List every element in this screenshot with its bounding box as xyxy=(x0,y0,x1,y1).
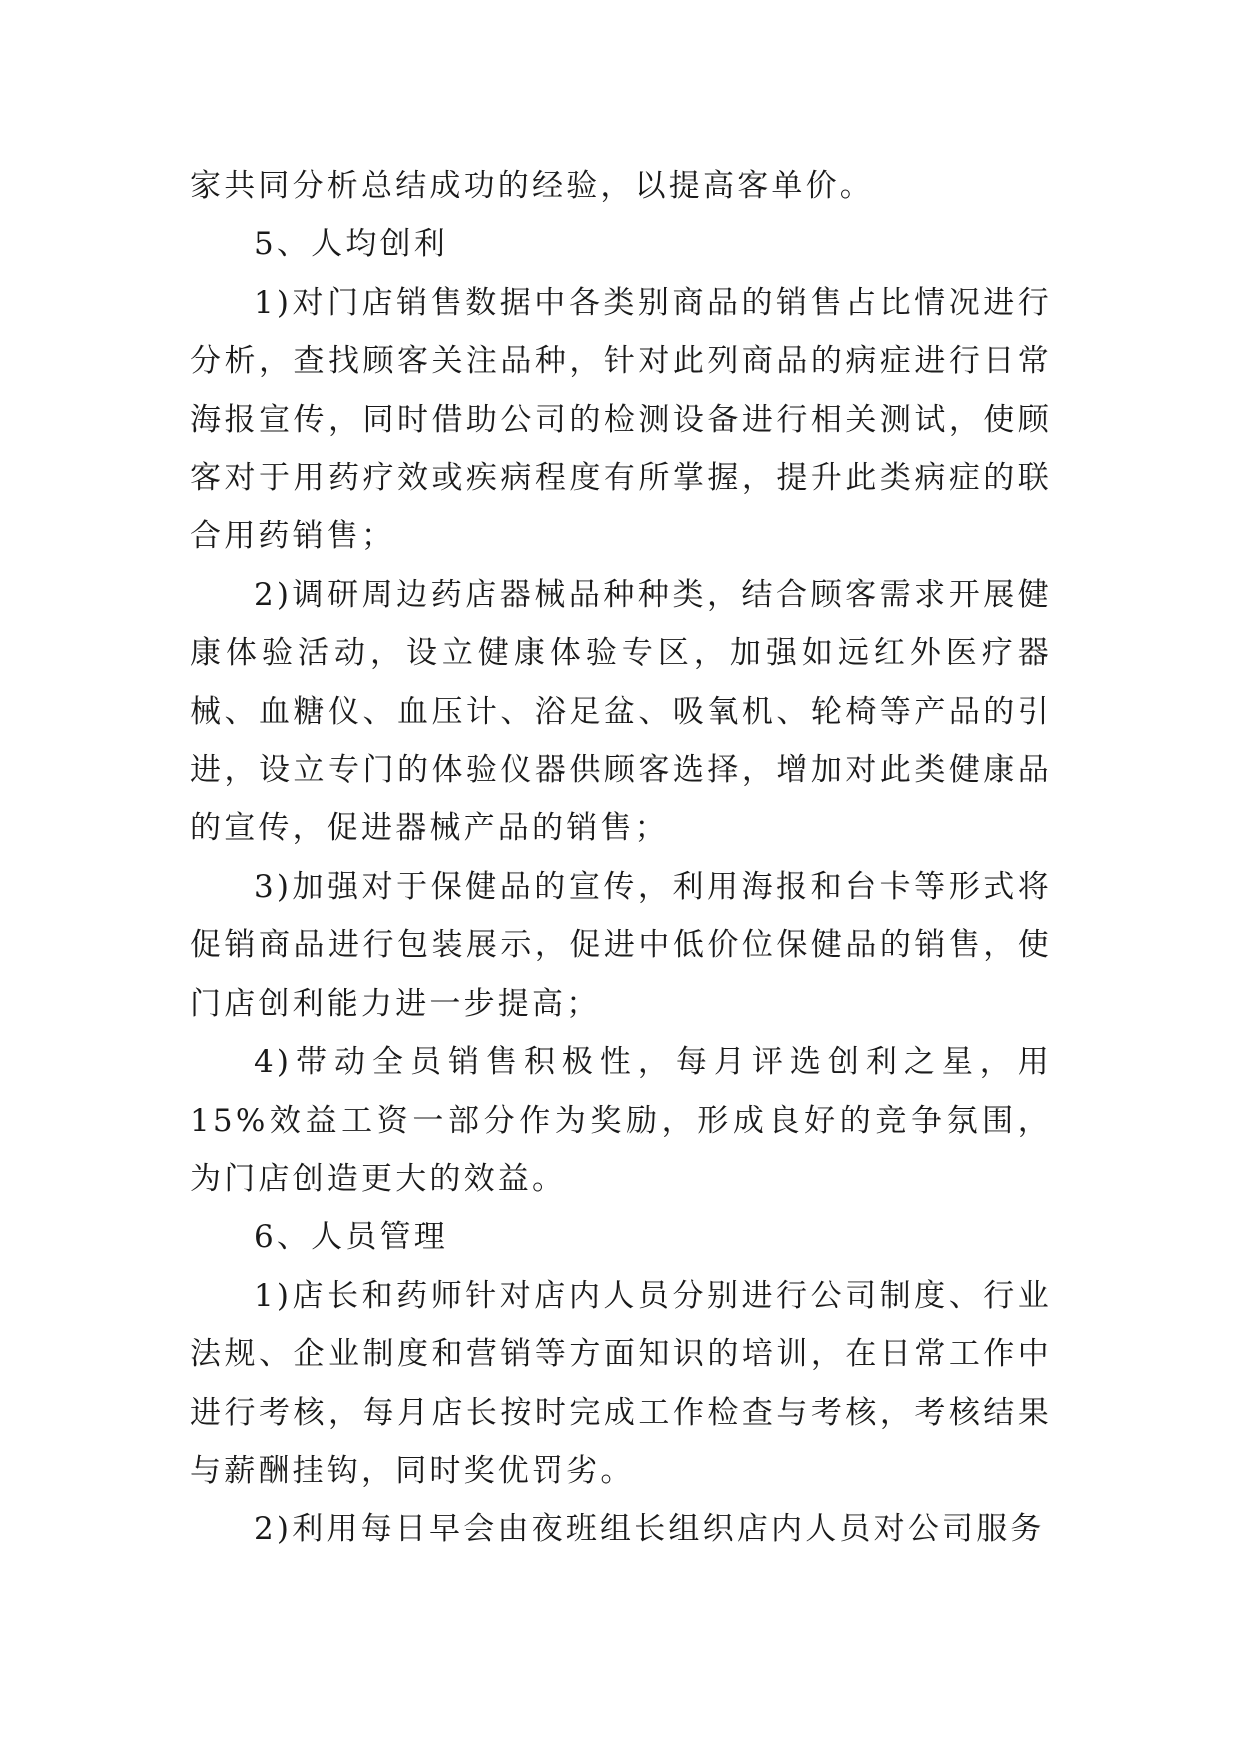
paragraph-6-1: 1)店长和药师针对店内人员分别进行公司制度、行业法规、企业制度和营销等方面知识的培训，在日常工作中进行考核，每月店长按时完成工作检查与考核，考核结果与薪酬挂钩，同时奖优罚劣。 xyxy=(190,1277,1052,1489)
paragraph-5-1: 1)对门店销售数据中各类别商品的销售占比情况进行分析，查找顾客关注品种，针对此列商品的病症进行日常海报宣传，同时借助公司的检测设备进行相关测试，使顾客对于用药疗效或疾病程度有所掌握，提升此类病症的联合用药销售； xyxy=(190,284,1052,555)
section-heading-6: 6、人员管理 xyxy=(254,1219,448,1256)
paragraph-5-4: 4)带动全员销售积极性，每月评选创利之星，用15%效益工资一部分作为奖励，形成良好的竞争氛围，为门店创造更大的效益。 xyxy=(190,1044,1052,1197)
section-heading-5: 5、人均创利 xyxy=(254,226,448,263)
paragraph-5-3: 3)加强对于保健品的宣传，利用海报和台卡等形式将促销商品进行包装展示，促进中低价位保健品的销售，使门店创利能力进一步提高； xyxy=(190,868,1052,1022)
paragraph-5-2: 2)调研周边药店器械品种种类，结合顾客需求开展健康体验活动，设立健康体验专区，加强如远红外医疗器械、血糖仪、血压计、浴足盆、吸氧机、轮椅等产品的引进，设立专门的体验仪器供顾客选择，增加对此类健康品的宣传，促进器械产品的销售； xyxy=(190,576,1052,847)
paragraph-6-2: 2)利用每日早会由夜班组长组织店内人员对公司服务 xyxy=(254,1511,1045,1548)
document-body xyxy=(190,157,1052,1559)
paragraph-continued: 家共同分析总结成功的经验，以提高客单价。 xyxy=(190,168,874,204)
